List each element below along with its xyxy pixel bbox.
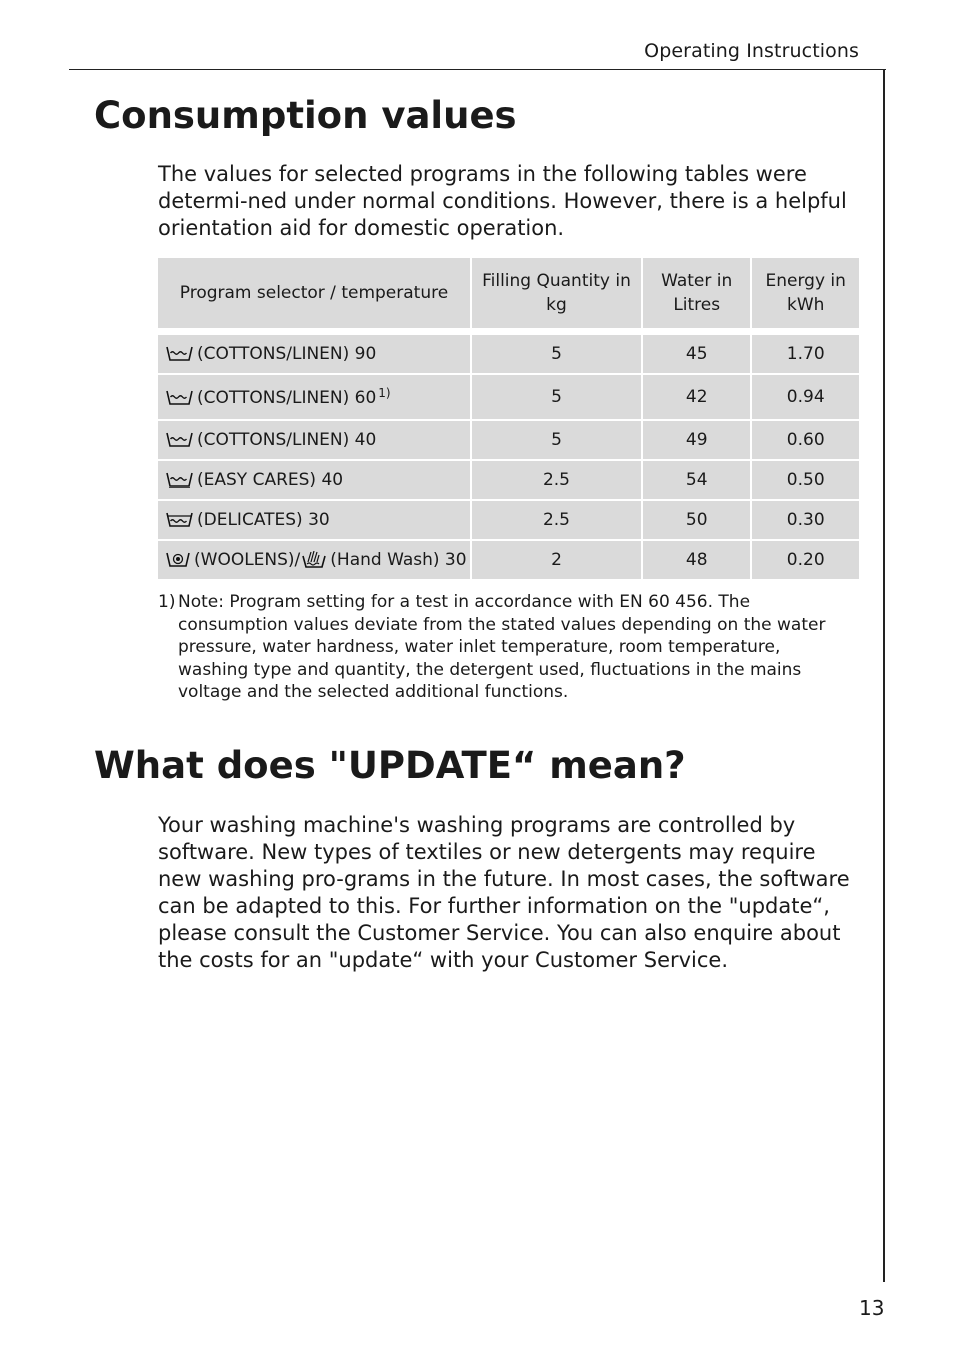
running-header: Operating Instructions: [644, 40, 859, 62]
column-header-water: [642, 258, 751, 332]
section-heading-consumption: Consumption values: [94, 94, 517, 137]
water-cell: 45: [642, 332, 751, 375]
column-header-filling: [471, 258, 642, 332]
energy-cell: 0.94: [751, 374, 859, 420]
table-row: [158, 420, 859, 460]
program-cell: [158, 420, 471, 460]
program-label: (COTTONS/LINEN) 60: [197, 388, 377, 408]
program-cell: [158, 374, 471, 420]
energy-cell: 0.60: [751, 420, 859, 460]
filling-cell: 5: [471, 420, 642, 460]
delicates-tub-icon: [166, 511, 193, 528]
filling-cell: 2.5: [471, 500, 642, 540]
consumption-intro-paragraph: The values for selected programs in the following tables were determi-ned under normal conditions. However, there is a helpful orientation aid for domestic operation.: [158, 162, 847, 240]
column-header-program: Program selector / temperature: [158, 258, 471, 332]
program-cell: [158, 332, 471, 375]
table-row: [158, 374, 859, 420]
cottons-tub-icon: [166, 389, 193, 406]
program-label: (WOOLENS)/: [194, 550, 301, 570]
program-cell: [158, 460, 471, 500]
program-cell: [158, 500, 471, 540]
footnote-reference: 1): [378, 386, 391, 400]
section-heading-update: What does "UPDATE“ mean?: [94, 744, 686, 787]
program-label: (COTTONS/LINEN) 90: [197, 344, 377, 364]
footnote-text: Note: Program setting for a test in accordance with EN 60 456. The consumption values deviate from the stated values depending on the water pressure, water hardness, water inlet temperature, room temperature, washing type and quantity, the detergent used, fluctuations in the mains voltage and the selected additional functions.: [178, 592, 826, 702]
table-row: [158, 460, 859, 500]
energy-cell: 0.30: [751, 500, 859, 540]
header-rule: [69, 69, 886, 70]
filling-cell: 5: [471, 332, 642, 375]
program-label: (COTTONS/LINEN) 40: [197, 430, 377, 450]
hand-wash-tub-icon: [302, 551, 326, 568]
column-header-filling-label: Filling Quantity in kg: [482, 271, 631, 315]
filling-cell: 2: [471, 540, 642, 580]
update-body-paragraph: Your washing machine's washing programs are controlled by software. New types of textiles or new detergents may require new washing pro-grams in the future. In most cases, the software can be adapted to this. For further information on the "update“, please consult the Customer Service. You can also enquire about the costs for an "update“ with your Customer Service.: [158, 813, 850, 972]
page-number: 13: [859, 1296, 885, 1320]
column-header-energy-label: Energy in kWh: [765, 271, 846, 315]
program-label: (DELICATES) 30: [197, 510, 330, 530]
easy-cares-tub-icon: [166, 471, 193, 488]
cottons-tub-icon: [166, 345, 193, 362]
filling-cell: 5: [471, 374, 642, 420]
cottons-tub-icon: [166, 431, 193, 448]
table-row: [158, 332, 859, 375]
program-label-suffix: (Hand Wash) 30: [330, 550, 467, 570]
energy-cell: 1.70: [751, 332, 859, 375]
energy-cell: 0.20: [751, 540, 859, 580]
program-label: (EASY CARES) 40: [197, 470, 344, 490]
column-header-water-label: Water in Litres: [661, 271, 733, 315]
table-header-row: [158, 258, 859, 332]
page-side-rule: [883, 69, 885, 1282]
water-cell: 50: [642, 500, 751, 540]
water-cell: 48: [642, 540, 751, 580]
water-cell: 42: [642, 374, 751, 420]
table-footnote: [158, 591, 838, 704]
woolens-tub-icon: [166, 551, 190, 568]
table-row: [158, 540, 859, 580]
footnote-marker: 1): [158, 592, 176, 612]
water-cell: 49: [642, 420, 751, 460]
consumption-table: [158, 258, 859, 581]
column-header-energy: [751, 258, 859, 332]
program-cell: [158, 540, 471, 580]
water-cell: 54: [642, 460, 751, 500]
table-row: [158, 500, 859, 540]
filling-cell: 2.5: [471, 460, 642, 500]
energy-cell: 0.50: [751, 460, 859, 500]
